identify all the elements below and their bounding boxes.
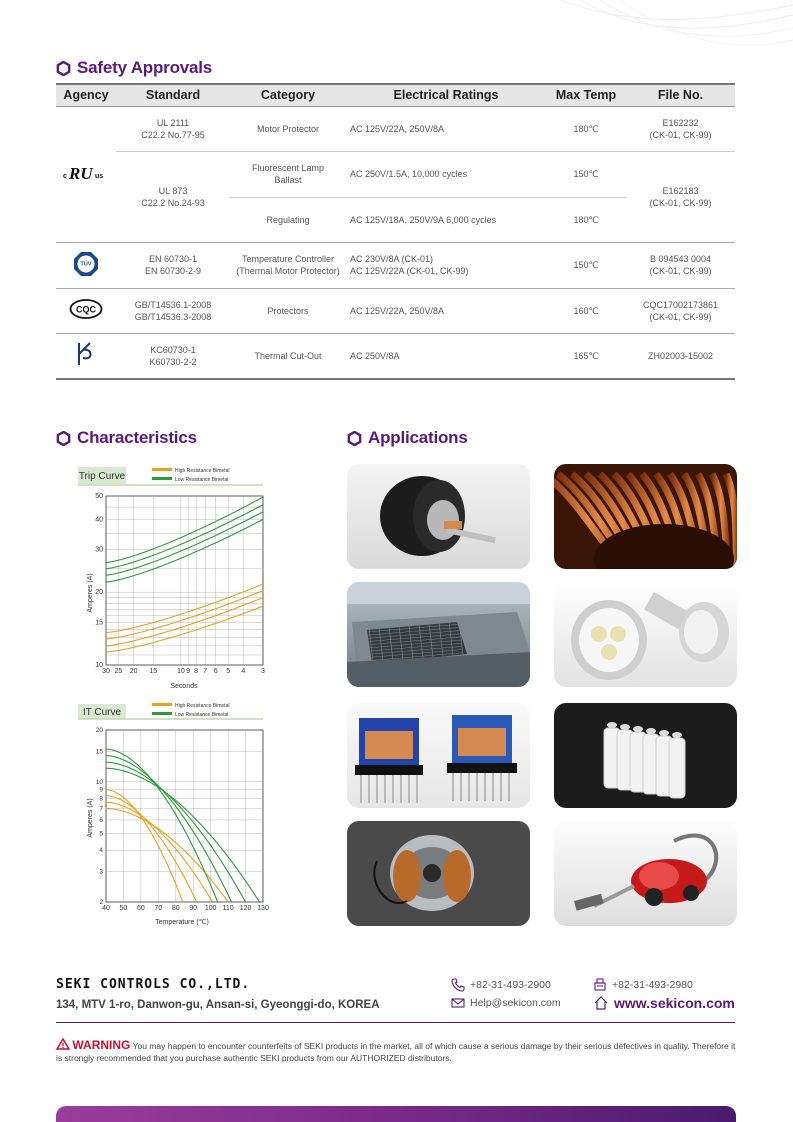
home-icon bbox=[593, 996, 609, 1010]
header-file-no: File No. bbox=[626, 84, 735, 106]
it-curve-chart bbox=[56, 700, 271, 930]
standard-cell: GB/T14536.1-2008 GB/T14536.3-2008 bbox=[116, 288, 230, 333]
file-cell: E162183 (CK-01, CK-99) bbox=[626, 151, 735, 242]
legend-high-label: High Resistance Bimetal bbox=[175, 468, 230, 474]
trip-x-tick-label: 10 bbox=[177, 668, 185, 675]
shaded-pole-motor-icon bbox=[347, 821, 530, 926]
rating-cell: AC 125V/22A, 250V/8A bbox=[346, 288, 546, 333]
table-row bbox=[56, 288, 735, 333]
it-y-tick-label: 5 bbox=[99, 830, 103, 838]
transformer-photo bbox=[347, 703, 530, 808]
trip-y-tick-label: 10 bbox=[95, 662, 103, 669]
rating-cell: AC 250V/8A bbox=[346, 333, 546, 379]
trip-y-tick-label: 20 bbox=[95, 589, 103, 597]
vacuum-cleaner-icon bbox=[554, 821, 737, 926]
email-icon bbox=[451, 997, 465, 1009]
copper-coil-photo bbox=[554, 464, 737, 569]
rating-cell: AC 250V/1.5A, 10,000 cycles bbox=[346, 151, 546, 197]
file-cell: ZH02003-15002 bbox=[626, 333, 735, 379]
copper-coil-icon bbox=[554, 464, 737, 569]
trip-y-tick-label: 30 bbox=[95, 546, 103, 554]
fan-motor-icon bbox=[347, 464, 530, 569]
it-y-axis-label: Amperes (A) bbox=[87, 798, 94, 838]
temp-cell: 180℃ bbox=[546, 197, 626, 242]
trip-x-ticks bbox=[102, 668, 265, 675]
safety-approvals-table bbox=[56, 83, 735, 380]
header-standard: Standard bbox=[116, 84, 230, 106]
svg-text:CQC: CQC bbox=[76, 304, 96, 315]
shaded-pole-motor-photo bbox=[347, 821, 530, 926]
it-y-tick-label: 15 bbox=[95, 748, 103, 756]
file-cell: E162232 (CK-01, CK-99) bbox=[626, 106, 735, 151]
trip-x-axis-label: Seconds bbox=[170, 683, 198, 690]
it-y-tick-label: 8 bbox=[99, 795, 103, 803]
file-cell: CQC17002173861 (CK-01, CK-99) bbox=[626, 288, 735, 333]
svg-text:TÜV: TÜV bbox=[80, 261, 92, 267]
it-y-tick-label: 10 bbox=[95, 778, 103, 786]
trip-y-tick-label: 50 bbox=[95, 493, 103, 500]
applications-title: Applications bbox=[347, 428, 468, 448]
trip-grid bbox=[106, 496, 263, 665]
agency-cell-cqc bbox=[56, 288, 116, 333]
legend-high-swatch bbox=[152, 703, 172, 706]
table-header-row bbox=[56, 84, 735, 106]
it-plot-frame bbox=[106, 730, 263, 902]
trip-x-tick-label: 4 bbox=[241, 668, 246, 675]
it-x-axis-label: Temperature (℃) bbox=[155, 919, 209, 926]
it-y-tick-label: 7 bbox=[99, 805, 103, 813]
category-cell: Regulating bbox=[230, 197, 346, 242]
trip-x-tick-label: 25 bbox=[114, 668, 123, 675]
legend-low-label: Low Resistance Bimetal bbox=[175, 712, 229, 718]
bottom-gradient-bar bbox=[56, 1106, 736, 1122]
it-x-ticks bbox=[102, 905, 269, 912]
it-x-tick-label: 80 bbox=[171, 905, 180, 912]
svg-text:RU: RU bbox=[69, 163, 93, 183]
warning-notice bbox=[56, 1038, 740, 1064]
trip-x-tick-label: 15 bbox=[149, 668, 158, 675]
header-agency: Agency bbox=[56, 84, 116, 106]
temp-cell: 180℃ bbox=[546, 106, 626, 151]
it-x-tick-label: 60 bbox=[136, 905, 145, 912]
standard-cell: KC60730-1 K60730-2-2 bbox=[116, 333, 230, 379]
it-x-tick-label: 110 bbox=[222, 905, 234, 912]
agency-cell-kc bbox=[56, 333, 116, 379]
led-lamp-icon bbox=[554, 582, 737, 687]
company-name: SEKI CONTROLS CO.,LTD. bbox=[56, 977, 251, 992]
agency-cell-tuv bbox=[56, 242, 116, 288]
trip-x-tick-label: 5 bbox=[226, 668, 231, 675]
trip-y-tick-label: 40 bbox=[95, 516, 103, 524]
rating-cell: AC 125V/18A, 250V/9A 6,000 cycles bbox=[346, 197, 546, 242]
legend-low-swatch bbox=[152, 712, 172, 715]
it-curve-tag: IT Curve bbox=[82, 707, 122, 718]
fax-icon bbox=[593, 978, 607, 992]
category-cell: Fluorescent Lamp Ballast bbox=[230, 151, 346, 197]
website-link[interactable]: www.sekicon.com bbox=[593, 995, 735, 1011]
table-row bbox=[56, 242, 735, 288]
warning-label: WARNING bbox=[72, 1038, 131, 1052]
temp-cell: 150℃ bbox=[546, 151, 626, 197]
standard-cell: UL 2111 C22.2 No.77-95 bbox=[116, 106, 230, 151]
it-y-tick-label: 2 bbox=[99, 899, 103, 906]
trip-curve-chart bbox=[56, 463, 271, 693]
svg-text:us: us bbox=[95, 172, 104, 180]
battery-pack-photo bbox=[554, 703, 737, 808]
it-y-tick-label: 9 bbox=[99, 786, 103, 794]
legend-high-label: High Resistance Bimetal bbox=[175, 703, 230, 709]
header-category: Category bbox=[230, 84, 346, 106]
hexagon-icon bbox=[56, 431, 71, 446]
category-cell: Temperature Controller (Thermal Motor Protector) bbox=[230, 242, 346, 288]
it-x-tick-label: 100 bbox=[204, 905, 217, 912]
table-row bbox=[56, 333, 735, 379]
legend-low-label: Low Resistance Bimetal bbox=[175, 477, 229, 483]
KC-logo-icon bbox=[76, 341, 96, 367]
email-contact[interactable]: Help@sekicon.com bbox=[451, 997, 561, 1009]
trip-x-tick-label: 7 bbox=[203, 668, 208, 675]
characteristics-title: Characteristics bbox=[56, 428, 197, 448]
agency-cell-ul bbox=[56, 106, 116, 242]
it-y-tick-label: 6 bbox=[99, 816, 103, 824]
table-row bbox=[56, 106, 735, 151]
it-x-tick-label: 50 bbox=[119, 905, 128, 912]
fan-motor-photo bbox=[347, 464, 530, 569]
trip-x-tick-label: 8 bbox=[194, 668, 199, 675]
decorative-swirl bbox=[0, 0, 793, 60]
trip-curve-tag: Trip Curve bbox=[78, 471, 126, 482]
file-cell: B 094543 0004 (CK-01, CK-99) bbox=[626, 242, 735, 288]
it-x-tick-label: 70 bbox=[154, 905, 163, 912]
phone-icon bbox=[451, 978, 465, 992]
it-x-tick-label: 90 bbox=[189, 905, 198, 912]
temp-cell: 150℃ bbox=[546, 242, 626, 288]
vacuum-cleaner-photo bbox=[554, 821, 737, 926]
footer-divider bbox=[56, 1022, 735, 1023]
it-x-tick-label: 130 bbox=[257, 905, 269, 912]
category-cell: Motor Protector bbox=[230, 106, 346, 151]
transformer-icon bbox=[347, 703, 530, 808]
header-ratings: Electrical Ratings bbox=[346, 84, 546, 106]
TUV-logo-icon bbox=[73, 251, 99, 277]
it-y-tick-label: 20 bbox=[95, 727, 103, 734]
it-x-tick-label: 120 bbox=[239, 905, 252, 912]
temp-cell: 165℃ bbox=[546, 333, 626, 379]
legend-low-swatch bbox=[152, 477, 172, 480]
trip-y-tick-label: 15 bbox=[95, 619, 103, 627]
trip-x-tick-label: 20 bbox=[129, 668, 138, 675]
temp-cell: 160℃ bbox=[546, 288, 626, 333]
phone-contact[interactable]: +82-31-493-2900 bbox=[451, 978, 551, 992]
warning-text: You may happen to encounter counterfeits of SEKI products in the market, all of which cause a serious damage by their serious defectives in quality. Therefore it is strongly recommended that you purchase authentic SEKI products from our AUTHORIZED distributors. bbox=[56, 1041, 736, 1063]
cULus-logo-icon bbox=[63, 162, 109, 184]
table-row bbox=[56, 151, 735, 197]
legend-high-swatch bbox=[152, 468, 172, 471]
hexagon-icon bbox=[56, 61, 71, 76]
trip-y-ticks bbox=[95, 493, 103, 669]
it-x-tick-label: 40 bbox=[102, 905, 110, 912]
standard-cell: UL 873 C22.2 No.24-93 bbox=[116, 151, 230, 242]
header-max-temp: Max Temp bbox=[546, 84, 626, 106]
fax-contact[interactable]: +82-31-493-2980 bbox=[593, 978, 693, 992]
hvac-unit-icon bbox=[347, 582, 530, 687]
trip-x-tick-label: 3 bbox=[261, 668, 265, 675]
trip-x-tick-label: 6 bbox=[213, 668, 218, 675]
warning-icon bbox=[56, 1038, 70, 1050]
trip-plot-frame bbox=[106, 496, 263, 665]
trip-y-axis-label: Amperes (A) bbox=[87, 573, 94, 613]
it-y-tick-label: 4 bbox=[99, 847, 103, 855]
svg-text:c: c bbox=[63, 172, 67, 180]
it-y-tick-label: 3 bbox=[99, 868, 103, 876]
CQC-logo-icon bbox=[69, 298, 103, 320]
category-cell: Protectors bbox=[230, 288, 346, 333]
trip-x-tick-label: 30 bbox=[102, 668, 110, 675]
trip-x-tick-label: 9 bbox=[186, 668, 191, 675]
rating-cell: AC 230V/8A (CK-01) AC 125V/22A (CK-01, CK-99) bbox=[346, 242, 546, 288]
category-cell: Thermal Cut-Out bbox=[230, 333, 346, 379]
company-address: 134, MTV 1-ro, Danwon-gu, Ansan-si, Gyeonggi-do, KOREA bbox=[56, 999, 380, 1011]
battery-pack-icon bbox=[554, 703, 737, 808]
rating-cell: AC 125V/22A, 250V/8A bbox=[346, 106, 546, 151]
standard-cell: EN 60730-1 EN 60730-2-9 bbox=[116, 242, 230, 288]
it-grid bbox=[106, 730, 263, 902]
safety-approvals-title: Safety Approvals bbox=[56, 58, 212, 78]
hexagon-icon bbox=[347, 431, 362, 446]
led-lamp-photo bbox=[554, 582, 737, 687]
it-y-ticks bbox=[96, 727, 104, 906]
hvac-unit-photo bbox=[347, 582, 530, 687]
